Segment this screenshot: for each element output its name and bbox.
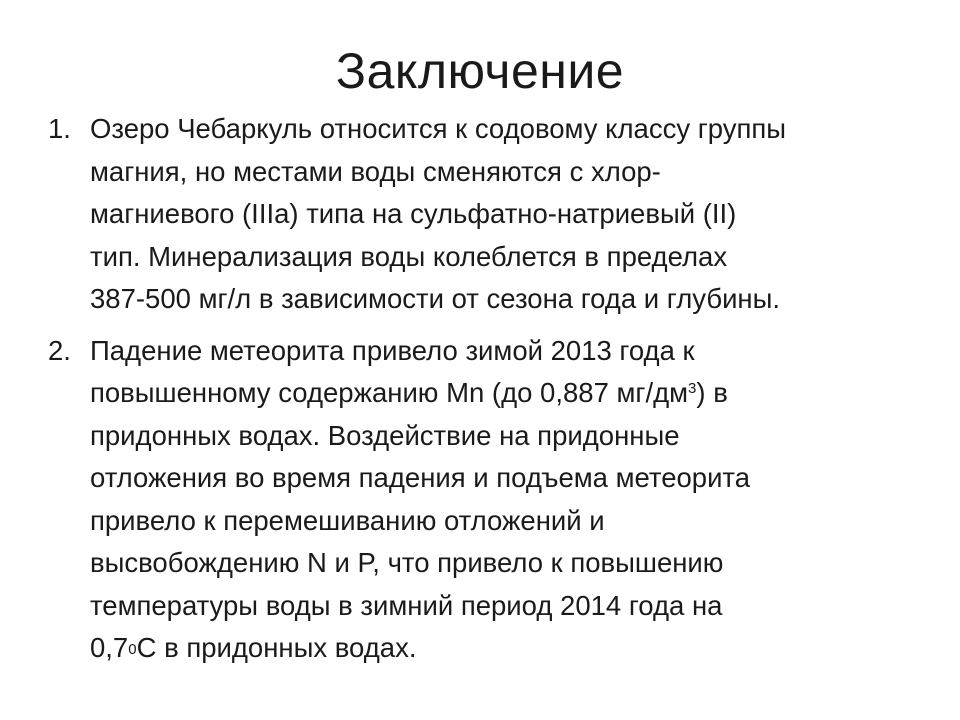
list-item [48,108,920,321]
text-segment: С в придонных водах. [136,632,417,663]
slide-title: Заключение [335,43,625,99]
subscript: 0 [128,641,137,658]
text-segment: ) в [696,377,728,408]
text-segment: 0,7 [90,632,129,663]
text-line: привело к перемешиванию отложений и [90,504,605,536]
text-line: придонных водах. Воздействие на придонные [90,419,680,451]
conclusion-list [48,108,920,670]
text-line: температуры воды в зимний период 2014 года на [90,589,723,621]
text-line: магния, но местами воды сменяются с хлор- [90,155,661,187]
text-line: Озеро Чебаркуль относится к содовому классу группы [90,113,787,144]
superscript: 3 [688,380,697,397]
text-line-with-subscript [90,627,920,670]
text-line: высвобождению N и P, что привело к повышению [90,547,724,578]
text-line: тип. Минерализация воды колеблется в пределах [90,240,728,272]
text-line: Падение метеорита привело зимой 2013 года к [90,334,695,366]
text-line: отложения во время падения и подъема метеорита [90,462,751,493]
text-line: 387-500 мг/л в зависимости от сезона года и глубины. [90,283,781,314]
text-segment: повышенному содержанию Mn (до 0,887 мг/дм [90,377,689,408]
text-line-with-superscript [90,372,920,415]
list-item [48,330,920,670]
list-item-number: 2. [48,334,71,366]
text-line: магниевого (IIIa) типа на сульфатно-натриевый (II) [90,198,737,229]
list-item-number: 1. [48,113,71,144]
